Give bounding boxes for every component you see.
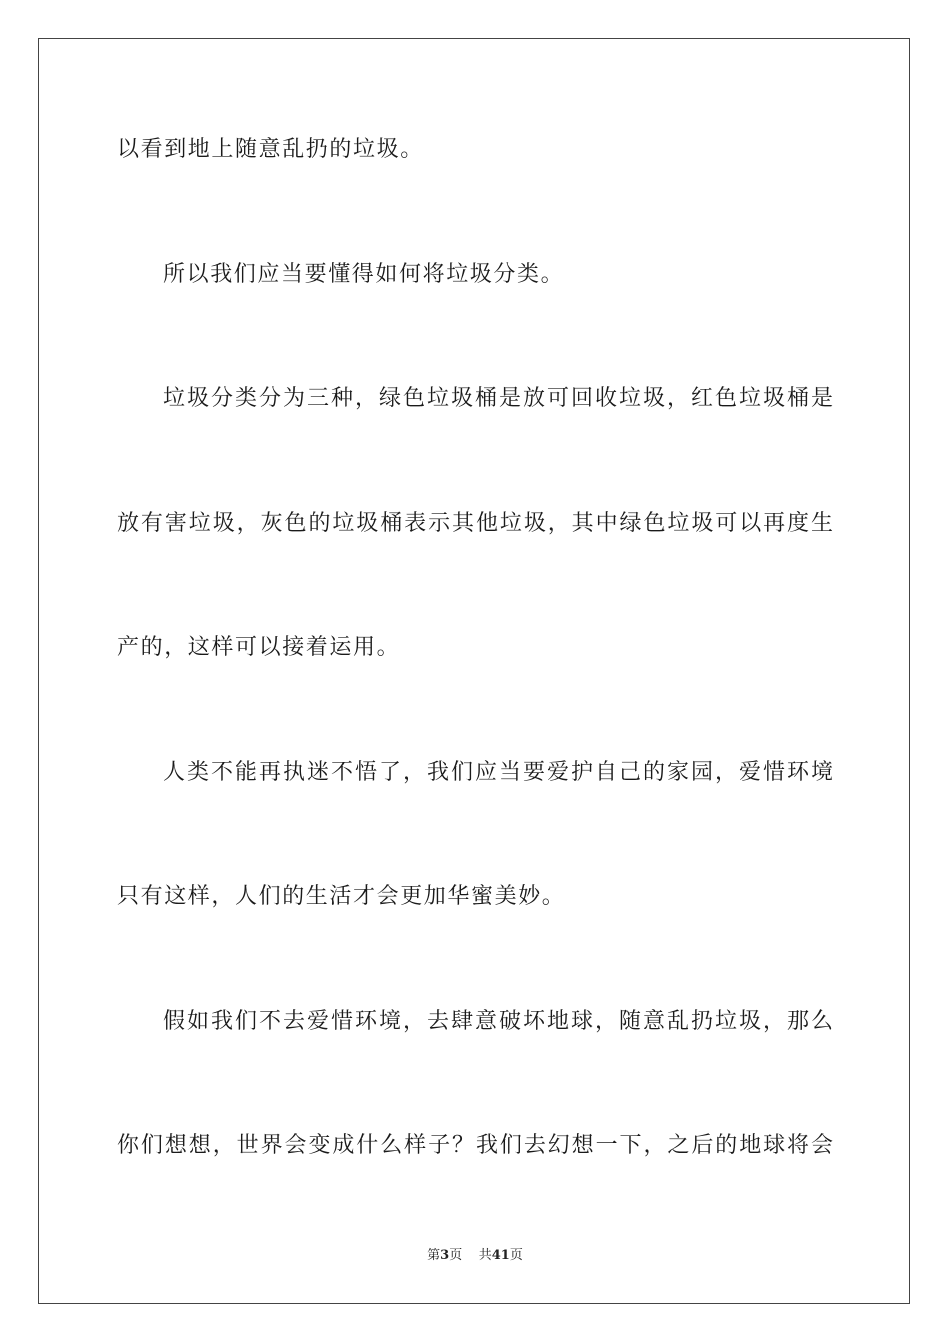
page-footer	[0, 1248, 950, 1264]
text-line-4: 放有害垃圾，灰色的垃圾桶表示其他垃圾，其中绿色垃圾可以再度生	[117, 511, 833, 536]
text-line-2: 所以我们应当要懂得如何将垃圾分类。	[163, 262, 565, 287]
page-prefix: 第	[427, 1248, 441, 1263]
total-prefix: 共	[478, 1248, 492, 1263]
page-number: 3	[440, 1248, 450, 1263]
page-border	[38, 38, 910, 1304]
text-line-8: 假如我们不去爱惜环境，去肆意破坏地球，随意乱扔垃圾，那么	[163, 1009, 833, 1034]
total-suffix: 页	[509, 1248, 523, 1263]
text-line-1: 以看到地上随意乱扔的垃圾。	[117, 137, 424, 162]
total-pages: 41	[491, 1248, 510, 1263]
text-line-3: 垃圾分类分为三种，绿色垃圾桶是放可回收垃圾，红色垃圾桶是	[163, 386, 833, 411]
page-suffix: 页	[449, 1248, 463, 1263]
text-line-5: 产的，这样可以接着运用。	[117, 635, 401, 660]
text-line-9: 你们想想，世界会变成什么样子？我们去幻想一下，之后的地球将会	[117, 1133, 833, 1158]
text-line-7: 只有这样，人们的生活才会更加华蜜美妙。	[117, 884, 566, 909]
text-line-6: 人类不能再执迷不悟了，我们应当要爱护自己的家园，爱惜环境	[163, 760, 833, 785]
